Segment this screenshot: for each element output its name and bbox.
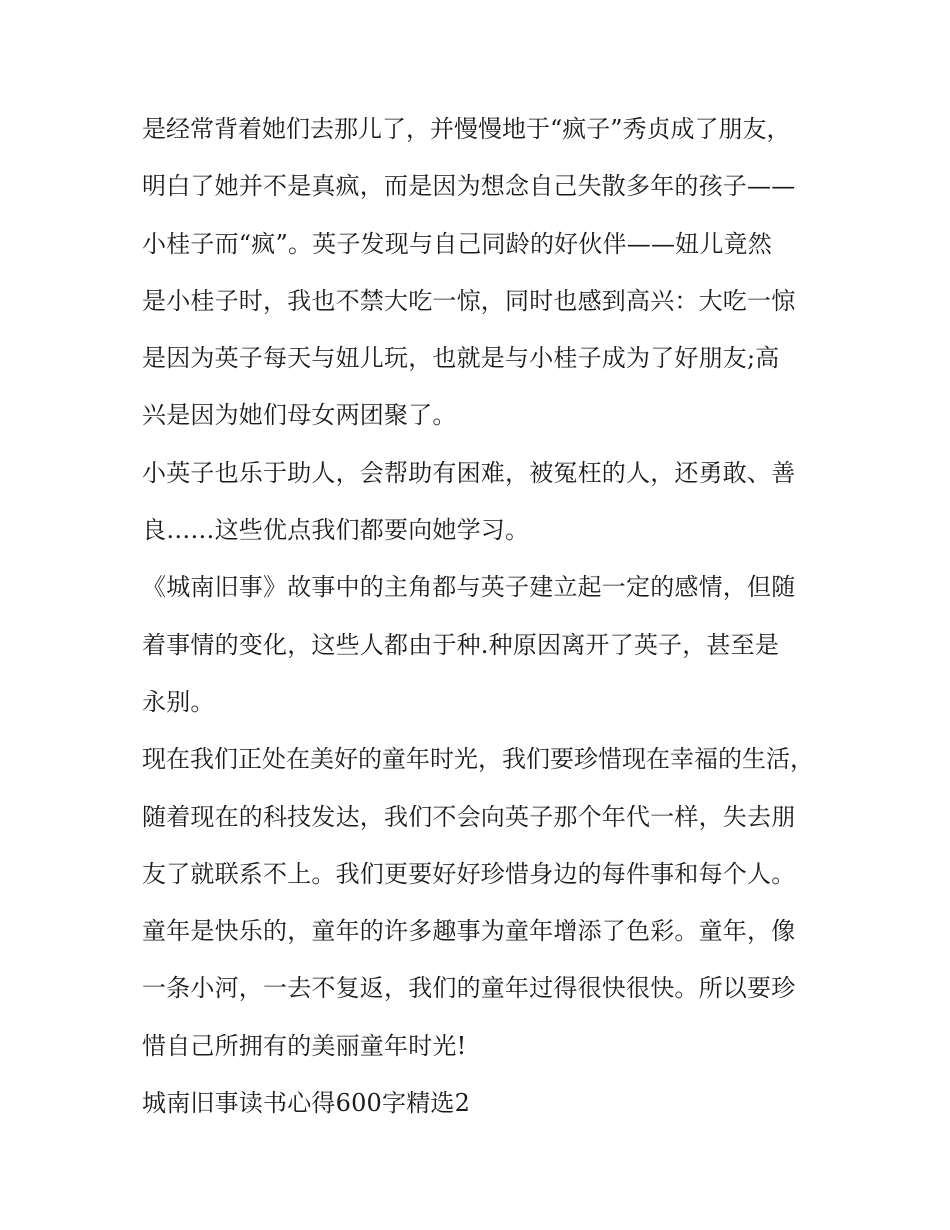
text-line: 惜自己所拥有的美丽童年时光! xyxy=(142,1031,467,1060)
text-line: 小英子也乐于助人，会帮助有困难，被冤枉的人，还勇敢、善 xyxy=(142,458,796,487)
text-line: 是经常背着她们去那儿了，并慢慢地于“疯子”秀贞成了朋友， xyxy=(142,115,791,143)
document-body xyxy=(142,106,842,1137)
text-line: 一条小河，一去不复返，我们的童年过得很快很快。所以要珍 xyxy=(142,974,796,1003)
text-line: 明白了她并不是真疯，而是因为想念自己失散多年的孩子—— xyxy=(142,172,796,201)
text-line: 《城南旧事》故事中的主角都与英子建立起一定的感情，但随 xyxy=(142,573,796,602)
section-heading: 城南旧事读书心得600字精选2 xyxy=(142,1089,471,1118)
text-line: 是因为英子每天与妞儿玩，也就是与小桂子成为了好朋友;高 xyxy=(142,344,780,373)
text-line: 良……这些优点我们都要向她学习。 xyxy=(142,516,530,545)
text-line: 现在我们正处在美好的童年时光，我们要珍惜现在幸福的生活， xyxy=(142,745,814,774)
text-line: 小桂子而“疯”。英子发现与自己同龄的好伙伴——妞儿竟然 xyxy=(142,229,772,258)
text-line: 永别。 xyxy=(142,687,215,716)
text-line: 随着现在的科技发达，我们不会向英子那个年代一样，失去朋 xyxy=(142,802,796,831)
text-line: 友了就联系不上。我们更要好好珍惜身边的每件事和每个人。 xyxy=(142,859,796,888)
text-line: 童年是快乐的，童年的许多趣事为童年增添了色彩。童年，像 xyxy=(142,917,796,946)
text-line: 着事情的变化，这些人都由于种.种原因离开了英子，甚至是 xyxy=(142,630,780,659)
text-line: 是小桂子时，我也不禁大吃一惊，同时也感到高兴：大吃一惊 xyxy=(142,286,796,315)
text-line: 兴是因为她们母女两团聚了。 xyxy=(142,401,457,430)
